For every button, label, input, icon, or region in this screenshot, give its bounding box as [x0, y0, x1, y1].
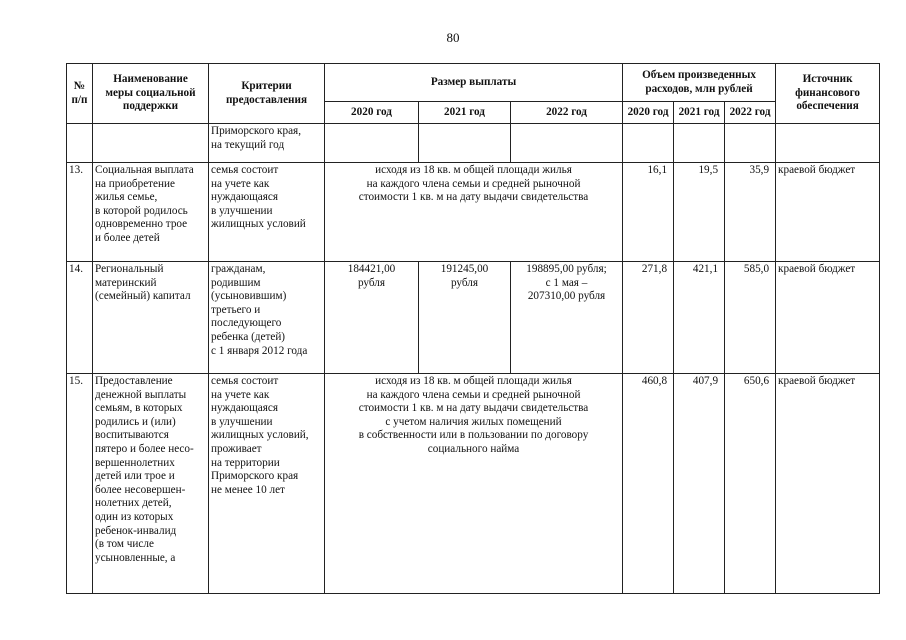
header-vol-2021: 2021 год [674, 102, 725, 124]
cell-source: краевой бюджет [776, 374, 880, 594]
cell-source: краевой бюджет [776, 163, 880, 262]
cell-source [776, 124, 880, 163]
cell-vol-2021: 19,5 [674, 163, 725, 262]
social-support-table [66, 63, 880, 594]
cell-pay-2021: 191245,00 рубля [419, 262, 511, 374]
header-measure: Наименование меры социальной поддержки [93, 64, 209, 124]
row-number: 14. [67, 262, 93, 374]
header-row-top [67, 64, 880, 102]
header-vol-2020: 2020 год [623, 102, 674, 124]
cell-vol-2021 [674, 124, 725, 163]
header-pay-2020: 2020 год [325, 102, 419, 124]
table-row-continuation [67, 124, 880, 163]
cell-vol-2022: 35,9 [725, 163, 776, 262]
header-num: № п/п [67, 64, 93, 124]
row-number: 15. [67, 374, 93, 594]
cell-criteria: гражданам, родившим (усыновившим) третьего и последующего ребенка (детей) с 1 января 2012 года [209, 262, 325, 374]
cell-measure: Предоставление денежной выплаты семьям, в которых родились и (или) воспитываются пятеро и более несо- вершеннолетних детей или трое и более несовершен- нолетних детей, один из которых ребенок-инвалид (в том числе усыновленные, а [93, 374, 209, 594]
cell-num [67, 124, 93, 163]
header-pay-2021: 2021 год [419, 102, 511, 124]
table-row [67, 374, 880, 594]
cell-pay-2022 [511, 124, 623, 163]
header-volume: Объем произведенных расходов, млн рублей [623, 64, 776, 102]
cell-pay-2021 [419, 124, 511, 163]
cell-payment: исходя из 18 кв. м общей площади жилья на каждого члена семьи и средней рыночной стоимости 1 кв. м на дату выдачи свидетельства с учетом наличия жилых помещений в собственности или в пользовании по договору социального найма [325, 374, 623, 594]
cell-source: краевой бюджет [776, 262, 880, 374]
cell-pay-2022: 198895,00 рубля; с 1 мая – 207310,00 рубля [511, 262, 623, 374]
header-vol-2022: 2022 год [725, 102, 776, 124]
cell-vol-2022 [725, 124, 776, 163]
cell-measure [93, 124, 209, 163]
table-row [67, 262, 880, 374]
cell-criteria: Приморского края, на текущий год [209, 124, 325, 163]
cell-measure: Региональный материнский (семейный) капитал [93, 262, 209, 374]
cell-pay-2020: 184421,00 рубля [325, 262, 419, 374]
table-row [67, 163, 880, 262]
cell-criteria: семья состоит на учете как нуждающаяся в улучшении жилищных условий [209, 163, 325, 262]
page-number: 80 [446, 30, 460, 45]
row-number: 13. [67, 163, 93, 262]
cell-pay-2020 [325, 124, 419, 163]
cell-vol-2020: 16,1 [623, 163, 674, 262]
header-pay-2022: 2022 год [511, 102, 623, 124]
cell-vol-2021: 421,1 [674, 262, 725, 374]
cell-vol-2020 [623, 124, 674, 163]
header-payment: Размер выплаты [325, 64, 623, 102]
header-source: Источник финансового обеспечения [776, 64, 880, 124]
cell-measure: Социальная выплата на приобретение жилья семье, в которой родилось одновременно трое и более детей [93, 163, 209, 262]
cell-vol-2022: 585,0 [725, 262, 776, 374]
header-criteria: Критерии предоставления [209, 64, 325, 124]
cell-payment: исходя из 18 кв. м общей площади жилья на каждого члена семьи и средней рыночной стоимости 1 кв. м на дату выдачи свидетельства [325, 163, 623, 262]
cell-criteria: семья состоит на учете как нуждающаяся в улучшении жилищных условий, проживает на территории Приморского края не менее 10 лет [209, 374, 325, 594]
cell-vol-2020: 271,8 [623, 262, 674, 374]
cell-vol-2022: 650,6 [725, 374, 776, 594]
cell-vol-2021: 407,9 [674, 374, 725, 594]
cell-vol-2020: 460,8 [623, 374, 674, 594]
